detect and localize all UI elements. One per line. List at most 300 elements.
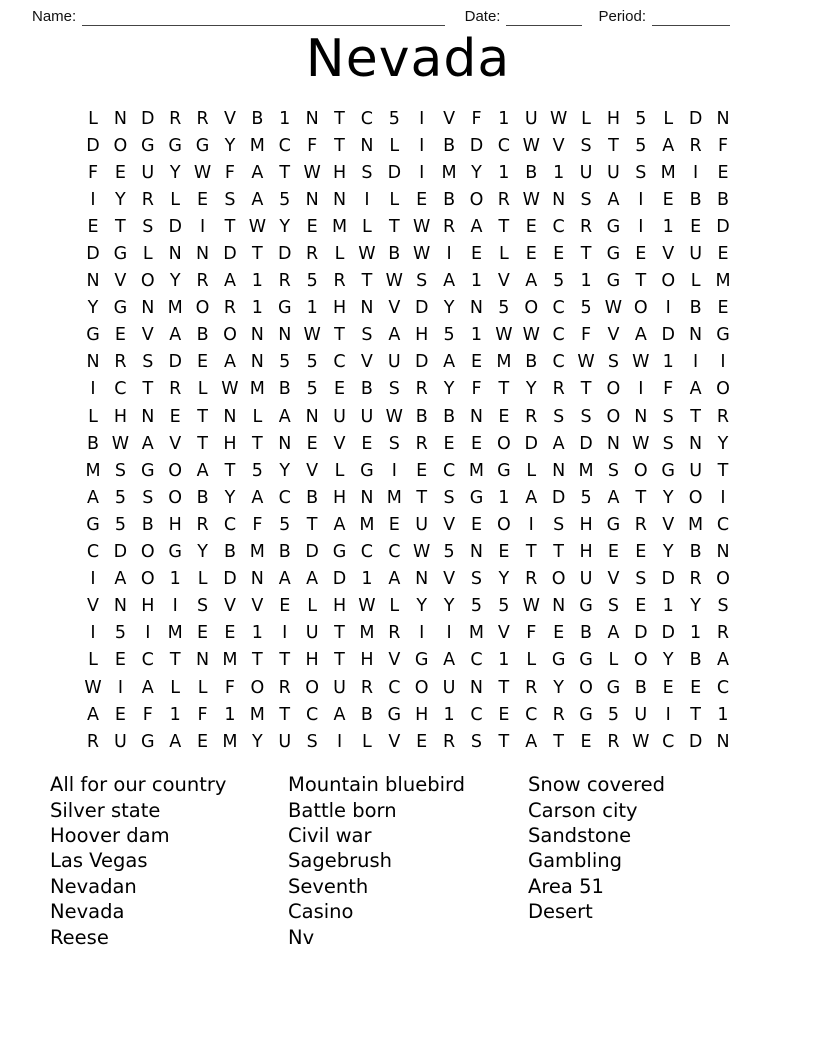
grid-cell: B: [580, 623, 593, 644]
word-list-item: Reese: [50, 925, 109, 949]
grid-cell: 1: [717, 704, 729, 725]
grid-cell: F: [526, 623, 537, 644]
grid-cell: N: [716, 108, 730, 129]
grid-cell: H: [579, 514, 593, 535]
grid-cell: T: [498, 731, 510, 752]
grid-cell: 1: [251, 298, 263, 319]
grid-cell: B: [360, 704, 373, 725]
grid-cell: R: [415, 433, 428, 454]
grid-cell: 5: [443, 325, 455, 346]
grid-cell: R: [552, 704, 565, 725]
grid-cell: L: [526, 650, 537, 671]
grid-cell: 5: [553, 271, 565, 292]
grid-cell: E: [607, 542, 619, 563]
grid-cell: B: [689, 650, 702, 671]
grid-cell: 1: [224, 704, 236, 725]
grid-cell: I: [528, 514, 534, 535]
grid-cell: T: [580, 244, 592, 265]
grid-cell: I: [419, 108, 425, 129]
grid-cell: 5: [114, 623, 126, 644]
grid-cell: A: [634, 325, 647, 346]
grid-cell: E: [553, 244, 565, 265]
grid-cell: F: [142, 704, 153, 725]
grid-cell: O: [414, 677, 429, 698]
grid-cell: L: [170, 677, 181, 698]
grid-cell: G: [168, 542, 182, 563]
grid-cell: 1: [306, 298, 318, 319]
grid-cell: A: [470, 216, 483, 237]
grid-cell: E: [197, 352, 209, 373]
grid-cell: C: [552, 325, 565, 346]
grid-cell: G: [141, 731, 155, 752]
grid-cell: S: [197, 596, 209, 617]
grid-cell: E: [470, 352, 482, 373]
grid-cell: I: [638, 379, 644, 400]
grid-cell: Y: [553, 677, 564, 698]
grid-cell: Y: [498, 569, 510, 590]
grid-cell: M: [167, 298, 183, 319]
grid-cell: D: [168, 352, 182, 373]
grid-cell: H: [223, 433, 237, 454]
grid-cell: C: [388, 677, 401, 698]
grid-cell: M: [222, 731, 238, 752]
grid-cell: F: [87, 162, 99, 183]
grid-cell: C: [278, 487, 291, 508]
grid-cell: E: [416, 460, 428, 481]
grid-cell: G: [141, 135, 155, 156]
grid-cell: G: [195, 135, 210, 156]
grid-cell: W: [604, 298, 623, 319]
grid-cell: E: [114, 704, 126, 725]
grid-cell: N: [250, 325, 264, 346]
grid-cell: T: [690, 704, 701, 725]
grid-cell: I: [145, 623, 151, 644]
grid-cell: C: [552, 298, 565, 319]
grid-cell: I: [419, 623, 425, 644]
grid-cell: O: [716, 569, 730, 590]
grid-cell: I: [336, 731, 343, 752]
grid-cell: 5: [114, 487, 126, 508]
grid-cell: A: [87, 704, 99, 725]
grid-cell: T: [553, 731, 564, 752]
grid-cell: Y: [416, 596, 428, 617]
grid-cell: T: [635, 487, 647, 508]
grid-cell: F: [224, 677, 235, 698]
grid-cell: M: [167, 623, 183, 644]
grid-cell: G: [606, 244, 621, 265]
grid-cell: R: [716, 406, 730, 427]
grid-cell: N: [716, 542, 730, 563]
grid-cell: T: [608, 135, 619, 156]
grid-cell: T: [334, 623, 345, 644]
grid-cell: G: [277, 298, 292, 319]
grid-cell: D: [414, 298, 429, 319]
grid-cell: O: [606, 379, 621, 400]
grid-cell: 5: [306, 379, 318, 400]
grid-cell: U: [387, 352, 401, 373]
grid-cell: R: [278, 271, 291, 292]
grid-cell: 1: [251, 623, 263, 644]
grid-cell: G: [86, 325, 100, 346]
grid-cell: H: [168, 514, 182, 535]
grid-cell: 1: [443, 704, 455, 725]
grid-cell: S: [553, 514, 565, 535]
grid-cell: R: [552, 379, 565, 400]
grid-cell: E: [635, 244, 647, 265]
grid-cell: C: [716, 677, 730, 698]
grid-cell: L: [362, 216, 372, 237]
grid-cell: O: [140, 569, 155, 590]
grid-cell: C: [360, 108, 374, 129]
grid-cell: 5: [306, 352, 318, 373]
grid-cell: B: [525, 162, 538, 183]
grid-cell: R: [388, 623, 401, 644]
grid-cell: O: [633, 298, 648, 319]
grid-cell: C: [306, 704, 319, 725]
grid-cell: N: [689, 433, 703, 454]
grid-cell: R: [169, 108, 182, 129]
grid-cell: W: [248, 216, 266, 237]
grid-cell: L: [663, 108, 674, 129]
grid-cell: O: [305, 677, 320, 698]
grid-cell: A: [388, 325, 401, 346]
grid-cell: N: [552, 596, 566, 617]
grid-cell: I: [665, 298, 671, 319]
grid-cell: N: [168, 244, 182, 265]
grid-cell: N: [278, 325, 292, 346]
grid-cell: O: [716, 379, 730, 400]
grid-cell: Y: [443, 596, 455, 617]
grid-cell: O: [579, 677, 593, 698]
word-list-item: Battle born: [288, 798, 397, 822]
word-list-item: Desert: [528, 900, 593, 924]
grid-cell: N: [278, 433, 292, 454]
grid-cell: T: [224, 460, 236, 481]
grid-cell: A: [607, 623, 620, 644]
grid-cell: N: [305, 108, 319, 129]
grid-cell: E: [662, 189, 674, 210]
grid-cell: N: [360, 298, 374, 319]
grid-cell: B: [525, 352, 538, 373]
grid-cell: S: [607, 596, 619, 617]
grid-cell: T: [416, 487, 428, 508]
grid-cell: R: [333, 271, 346, 292]
grid-cell: G: [86, 514, 100, 535]
grid-cell: 5: [443, 542, 455, 563]
grid-cell: C: [470, 650, 483, 671]
grid-cell: V: [607, 569, 620, 590]
grid-cell: W: [632, 352, 650, 373]
grid-cell: A: [717, 650, 729, 671]
word-list-item: Area 51: [528, 874, 604, 898]
grid-cell: C: [278, 135, 291, 156]
grid-cell: H: [332, 298, 347, 319]
grid-cell: N: [141, 406, 155, 427]
grid-cell: I: [90, 623, 96, 644]
grid-cell: E: [690, 216, 702, 237]
grid-cell: B: [360, 379, 373, 400]
grid-cell: R: [360, 677, 373, 698]
grid-cell: L: [142, 244, 153, 265]
grid-cell: H: [606, 108, 621, 129]
grid-cell: G: [141, 460, 155, 481]
grid-cell: S: [443, 487, 455, 508]
grid-cell: 1: [553, 162, 565, 183]
grid-cell: T: [525, 542, 537, 563]
grid-cell: D: [305, 542, 319, 563]
grid-cell: S: [717, 596, 729, 617]
grid-cell: 1: [498, 487, 510, 508]
grid-cell: 1: [251, 271, 263, 292]
grid-cell: 1: [279, 108, 291, 129]
grid-cell: I: [90, 379, 96, 400]
grid-cell: R: [306, 244, 319, 265]
grid-cell: A: [552, 433, 565, 454]
word-list-item: Sagebrush: [288, 849, 392, 873]
word-list-item: Snow covered: [528, 773, 665, 797]
grid-cell: D: [688, 731, 703, 752]
grid-cell: E: [224, 623, 236, 644]
grid-cell: E: [525, 216, 537, 237]
period-blank-line: [652, 11, 730, 26]
grid-cell: D: [223, 244, 237, 265]
grid-cell: V: [169, 433, 182, 454]
grid-cell: H: [415, 704, 429, 725]
grid-cell: R: [689, 135, 702, 156]
grid-cell: E: [470, 514, 482, 535]
grid-cell: W: [495, 325, 513, 346]
grid-cell: W: [413, 216, 431, 237]
grid-cell: D: [716, 216, 730, 237]
grid-cell: V: [360, 352, 373, 373]
grid-cell: 1: [498, 108, 510, 129]
grid-cell: Y: [224, 487, 236, 508]
grid-cell: W: [577, 352, 595, 373]
grid-cell: V: [141, 325, 154, 346]
grid-cell: L: [334, 460, 345, 481]
grid-cell: S: [607, 460, 619, 481]
grid-cell: C: [223, 514, 237, 535]
grid-cell: 1: [470, 325, 483, 346]
grid-cell: 5: [635, 108, 647, 129]
grid-cell: D: [168, 216, 182, 237]
grid-cell: S: [142, 487, 154, 508]
word-list-item: Carson city: [528, 798, 638, 822]
grid-cell: C: [525, 704, 538, 725]
grid-cell: N: [86, 352, 100, 373]
grid-cell: E: [416, 189, 428, 210]
grid-cell: L: [197, 569, 208, 590]
grid-cell: O: [633, 650, 648, 671]
grid-cell: A: [443, 650, 456, 671]
grid-cell: T: [142, 379, 154, 400]
grid-cell: 5: [607, 704, 619, 725]
grid-cell: N: [634, 406, 648, 427]
grid-cell: A: [525, 731, 538, 752]
grid-cell: H: [305, 650, 319, 671]
grid-cell: V: [223, 596, 236, 617]
grid-cell: T: [498, 216, 510, 237]
grid-cell: D: [141, 108, 155, 129]
grid-cell: U: [689, 244, 702, 265]
grid-cell: N: [113, 596, 127, 617]
grid-cell: N: [716, 731, 730, 752]
grid-cell: N: [332, 189, 347, 210]
grid-cell: 5: [279, 352, 291, 373]
grid-cell: A: [662, 135, 675, 156]
grid-cell: N: [469, 406, 484, 427]
grid-cell: G: [469, 487, 484, 508]
grid-cell: L: [389, 596, 400, 617]
grid-cell: E: [662, 677, 674, 698]
grid-cell: G: [606, 216, 621, 237]
grid-cell: 5: [279, 189, 291, 210]
grid-cell: R: [223, 298, 237, 319]
grid-cell: W: [303, 162, 321, 183]
grid-cell: R: [443, 216, 456, 237]
grid-cell: E: [553, 623, 565, 644]
grid-cell: N: [305, 406, 319, 427]
grid-cell: I: [720, 352, 726, 373]
word-list-item: Gambling: [528, 849, 623, 873]
grid-cell: Y: [525, 379, 537, 400]
grid-cell: B: [87, 433, 100, 454]
grid-cell: R: [716, 623, 730, 644]
grid-cell: T: [498, 677, 510, 698]
grid-cell: W: [413, 542, 431, 563]
grid-cell: E: [498, 704, 510, 725]
grid-cell: R: [525, 406, 538, 427]
grid-cell: L: [88, 108, 98, 129]
grid-cell: U: [333, 677, 346, 698]
word-list-item: Nevada: [50, 900, 125, 924]
grid-cell: N: [86, 271, 100, 292]
grid-cell: V: [388, 731, 401, 752]
grid-cell: D: [414, 352, 429, 373]
grid-cell: E: [361, 433, 373, 454]
grid-cell: V: [388, 650, 401, 671]
grid-cell: M: [85, 460, 101, 481]
grid-cell: U: [305, 623, 319, 644]
grid-cell: O: [688, 487, 703, 508]
grid-cell: C: [552, 216, 565, 237]
grid-cell: S: [361, 325, 373, 346]
grid-cell: C: [333, 352, 346, 373]
grid-cell: Y: [115, 189, 126, 210]
grid-cell: G: [606, 271, 621, 292]
grid-cell: T: [580, 379, 592, 400]
grid-cell: 5: [580, 487, 592, 508]
date-label: Date:: [464, 8, 501, 25]
word-list-item: Nevadan: [50, 874, 137, 898]
grid-cell: R: [443, 731, 456, 752]
grid-cell: B: [306, 487, 319, 508]
grid-cell: R: [169, 379, 182, 400]
grid-cell: V: [388, 298, 401, 319]
grid-cell: L: [690, 271, 701, 292]
grid-cell: L: [389, 135, 400, 156]
grid-cell: M: [331, 216, 348, 237]
grid-cell: N: [250, 352, 264, 373]
grid-cell: O: [496, 514, 511, 535]
grid-cell: N: [469, 298, 484, 319]
grid-cell: T: [334, 135, 345, 156]
grid-cell: A: [223, 352, 236, 373]
grid-cell: N: [415, 569, 429, 590]
grid-cell: I: [693, 162, 699, 183]
grid-cell: U: [360, 406, 374, 427]
grid-cell: L: [526, 460, 537, 481]
grid-cell: E: [470, 433, 482, 454]
grid-cell: U: [524, 108, 538, 129]
grid-cell: U: [634, 704, 648, 725]
grid-cell: D: [661, 569, 675, 590]
grid-cell: D: [634, 623, 648, 644]
grid-cell: V: [251, 596, 264, 617]
grid-cell: S: [388, 433, 400, 454]
grid-cell: O: [250, 677, 265, 698]
grid-cell: I: [446, 244, 452, 265]
grid-cell: W: [522, 325, 540, 346]
grid-cell: I: [364, 189, 370, 210]
grid-cell: Y: [252, 731, 263, 752]
grid-cell: S: [662, 433, 674, 454]
grid-cell: G: [579, 650, 593, 671]
grid-cell: 1: [498, 650, 510, 671]
grid-cell: G: [716, 325, 730, 346]
grid-cell: T: [334, 325, 345, 346]
grid-cell: T: [279, 704, 291, 725]
grid-cell: L: [252, 406, 263, 427]
grid-cell: R: [607, 731, 620, 752]
grid-cell: T: [388, 216, 400, 237]
grid-cell: Y: [224, 135, 236, 156]
grid-cell: A: [169, 731, 182, 752]
grid-cell: O: [469, 189, 484, 210]
grid-cell: W: [522, 596, 540, 617]
grid-cell: I: [90, 189, 96, 210]
grid-cell: S: [580, 406, 592, 427]
grid-cell: S: [224, 189, 236, 210]
grid-cell: H: [360, 650, 374, 671]
grid-cell: E: [306, 433, 318, 454]
grid-cell: T: [279, 162, 291, 183]
grid-cell: D: [524, 433, 538, 454]
grid-cell: V: [497, 271, 510, 292]
grid-cell: B: [223, 542, 236, 563]
word-column-3: [528, 772, 665, 950]
grid-cell: T: [690, 406, 701, 427]
grid-cell: W: [413, 244, 431, 265]
worksheet-header: [0, 0, 816, 26]
period-label: Period:: [598, 8, 646, 25]
grid-cell: U: [442, 677, 456, 698]
word-column-2: [288, 772, 528, 950]
grid-cell: N: [689, 325, 703, 346]
grid-cell: A: [607, 189, 620, 210]
grid-cell: M: [660, 162, 676, 183]
grid-cell: B: [278, 379, 291, 400]
grid-cell: R: [525, 569, 538, 590]
grid-cell: V: [497, 623, 510, 644]
grid-cell: 5: [498, 596, 510, 617]
grid-cell: Y: [471, 162, 482, 183]
grid-cell: N: [360, 135, 374, 156]
grid-cell: T: [553, 542, 564, 563]
grid-cell: W: [193, 162, 212, 183]
grid-cell: 1: [361, 569, 373, 590]
grid-cell: R: [278, 677, 291, 698]
